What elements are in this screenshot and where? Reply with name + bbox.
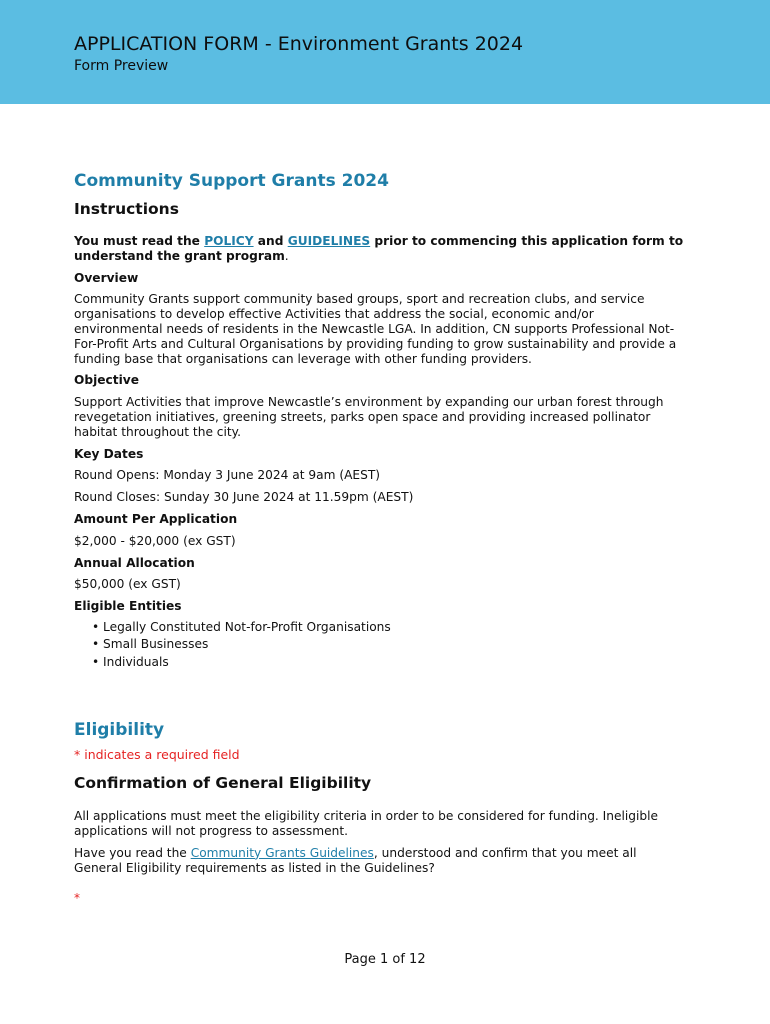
criteria-text: All applications must meet the eligibility criteria in order to be considered for funding. Ineligible applications will not progress to assessment. bbox=[74, 809, 659, 839]
list-item: • Legally Constituted Not-for-Profit Organisations bbox=[74, 619, 684, 637]
objective-text: Support Activities that improve Newcastle’s environment by expanding our urban forest through revegetation initiatives, greening streets, parks open space and providing increased pollinator habitat throughout the city. bbox=[74, 395, 664, 439]
eligible-entities-heading: Eligible Entities bbox=[74, 599, 182, 614]
section-title-community-support: Community Support Grants 2024 bbox=[74, 171, 389, 191]
form-title: APPLICATION FORM - Environment Grants 2024 bbox=[74, 33, 524, 55]
overview-heading: Overview bbox=[74, 270, 139, 285]
round-opens: Round Opens: Monday 3 June 2024 at 9am (AEST) bbox=[74, 468, 381, 483]
list-item: • Small Businesses bbox=[74, 636, 684, 654]
form-preview-label: Form Preview bbox=[74, 58, 169, 74]
bullet-icon: • bbox=[92, 654, 100, 669]
list-item: • Individuals bbox=[74, 654, 684, 672]
bullet-icon: • bbox=[92, 637, 100, 652]
community-grants-guidelines-link[interactable]: Community Grants Guidelines bbox=[190, 845, 374, 860]
intro-text-end: prior to commencing this application form to understand the grant program bbox=[74, 234, 684, 263]
amount-heading: Amount Per Application bbox=[74, 511, 238, 526]
allocation-text: $50,000 (ex GST) bbox=[74, 577, 181, 592]
form-content bbox=[74, 170, 684, 906]
policy-link[interactable]: POLICY bbox=[204, 234, 254, 248]
eligibility-question: Have you read the Community Grants Guidelines, understood and confirm that you meet all General Eligibility requirements as listed in the Guidelines? bbox=[74, 845, 637, 875]
overview-text: Community Grants support community based groups, sport and recreation clubs, and service organisations to develop effective Activities that address the social, economic and/or environmental needs of residents in the Newcastle LGA. In addition, CN supports Professional Not-For-Profit Arts and Cultural Organisations by providing funding to grow sustainability and provide a funding base that organisations can leverage with other funding providers. bbox=[74, 292, 677, 366]
amount-text: $2,000 - $20,000 (ex GST) bbox=[74, 533, 236, 548]
required-marker: * bbox=[74, 891, 80, 906]
objective-heading: Objective bbox=[74, 373, 139, 388]
round-closes: Round Closes: Sunday 30 June 2024 at 11.59pm (AEST) bbox=[74, 490, 414, 505]
allocation-heading: Annual Allocation bbox=[74, 555, 195, 570]
confirmation-heading: Confirmation of General Eligibility bbox=[74, 774, 372, 793]
page-indicator: Page 1 of 12 bbox=[344, 952, 426, 967]
intro-period: . bbox=[284, 248, 289, 263]
intro-text-and: and bbox=[253, 234, 288, 248]
header-banner bbox=[0, 0, 770, 104]
section-title-eligibility: Eligibility bbox=[74, 720, 165, 741]
required-field-note: * indicates a required field bbox=[74, 747, 240, 763]
guidelines-link[interactable]: GUIDELINES bbox=[287, 234, 371, 248]
eligible-entities-list bbox=[74, 619, 684, 672]
bullet-icon: • bbox=[92, 619, 100, 634]
instructions-intro bbox=[74, 234, 684, 264]
instructions-heading: Instructions bbox=[74, 200, 179, 218]
intro-text-start: You must read the bbox=[74, 234, 205, 248]
key-dates-heading: Key Dates bbox=[74, 446, 144, 461]
